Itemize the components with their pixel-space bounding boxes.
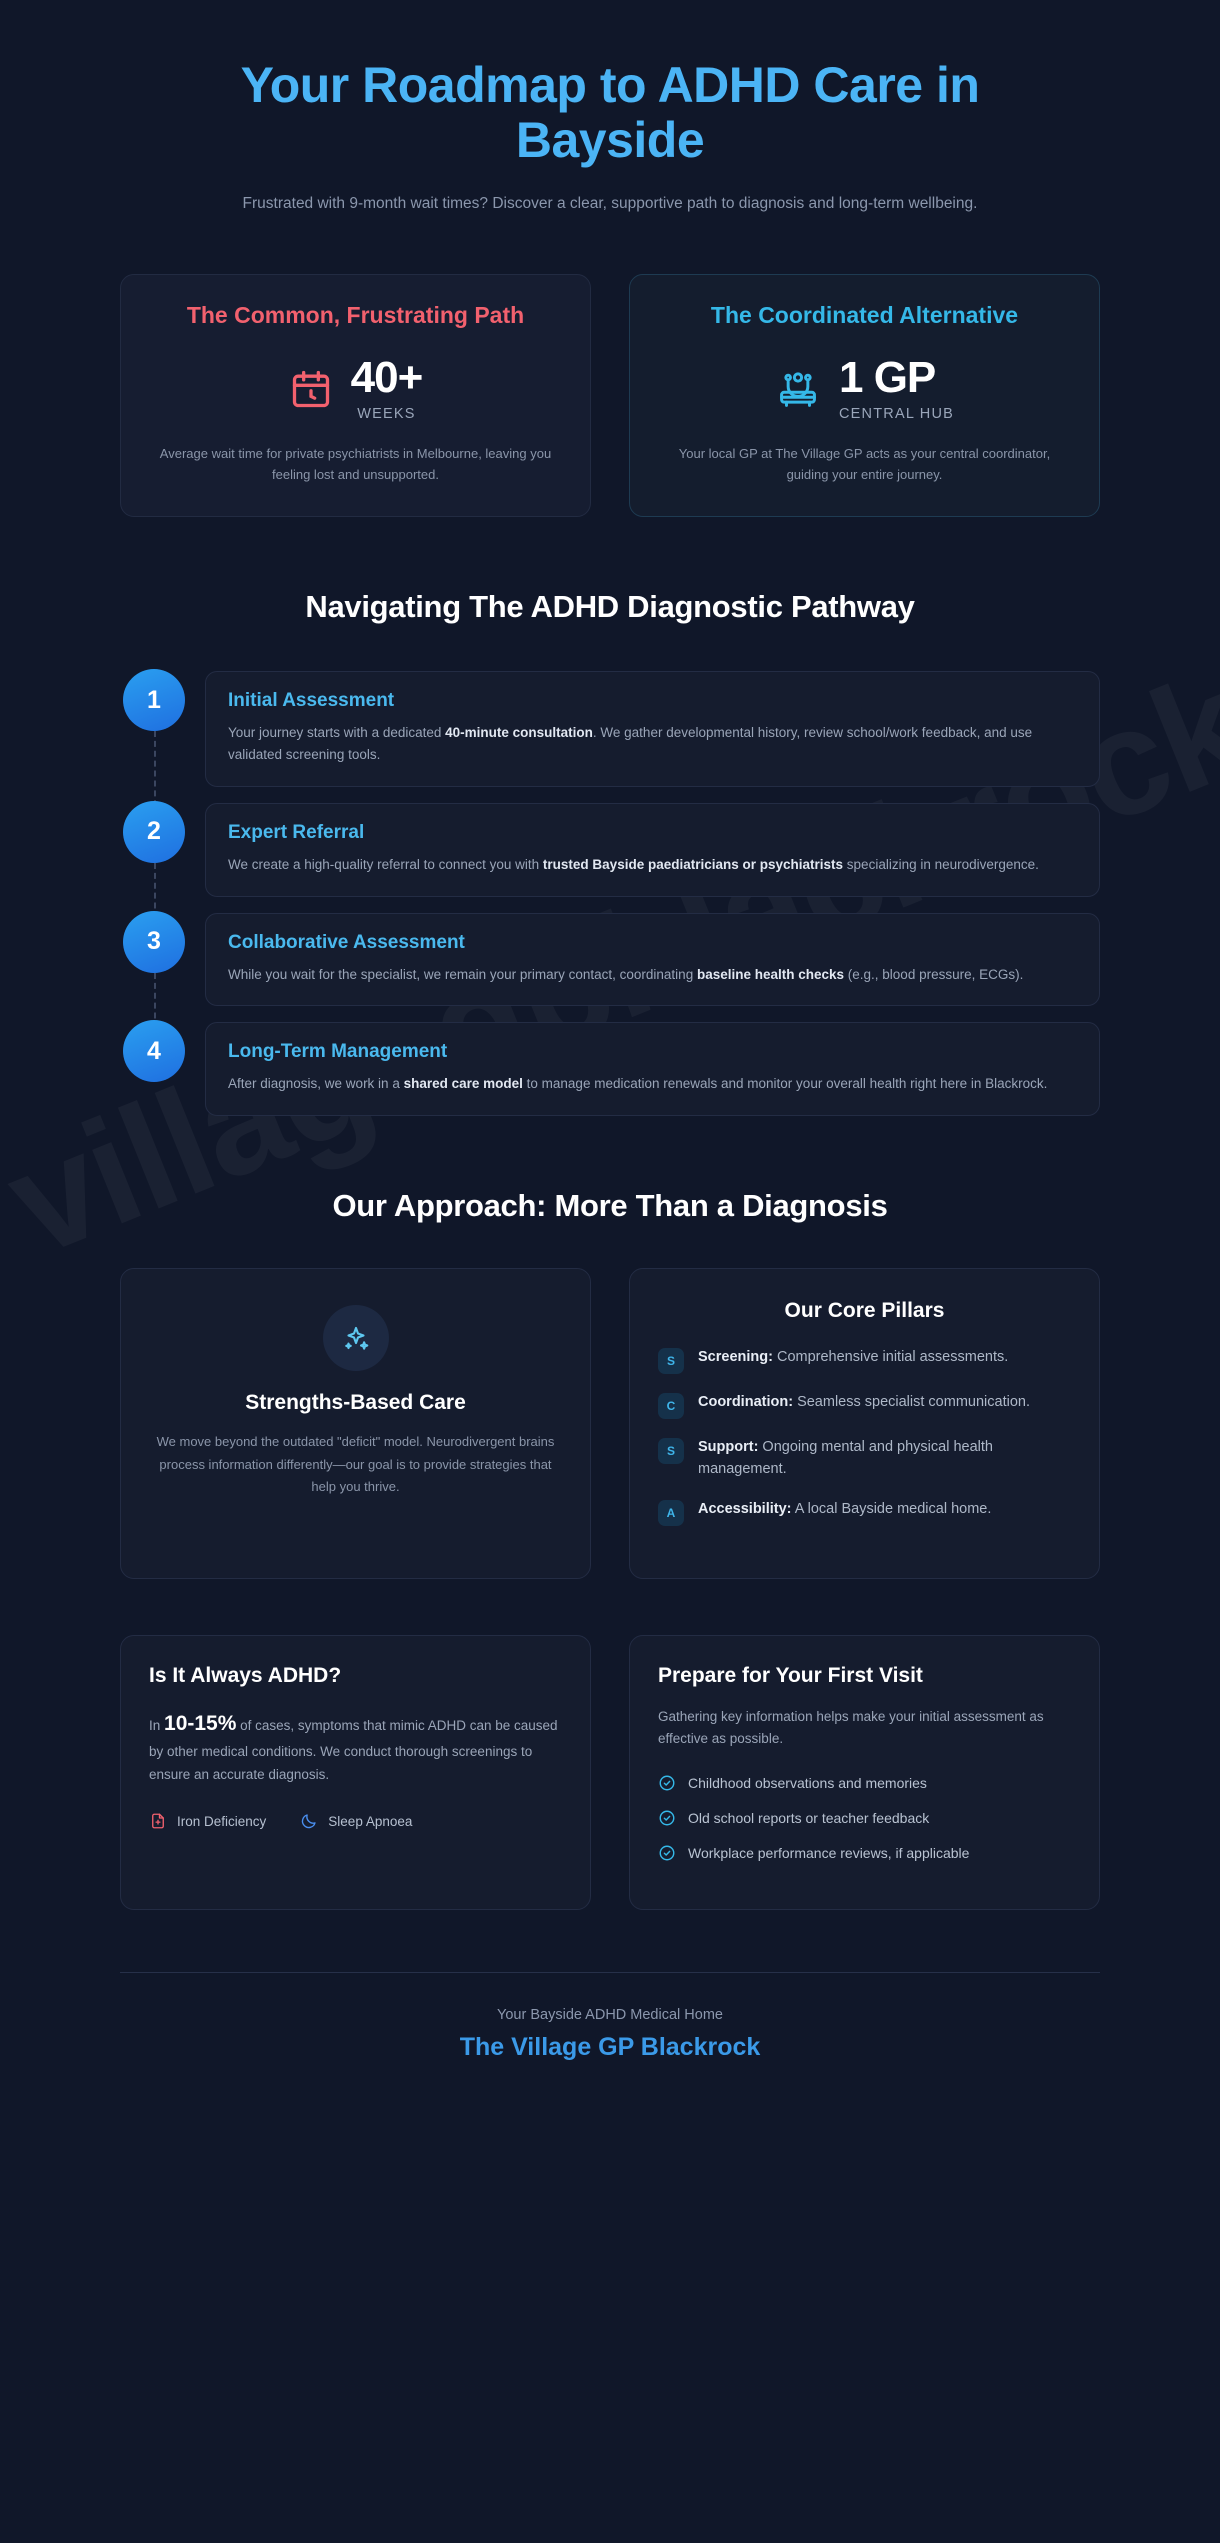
- pillar-text: Coordination: Seamless specialist communication.: [698, 1394, 1030, 1411]
- frustrating-path-description: Average wait time for private psychiatrists in Melbourne, leaving you feeling lost and unsupported.: [159, 446, 552, 483]
- checklist-label: Old school reports or teacher feedback: [688, 1809, 930, 1826]
- step-heading: Initial Assessment: [228, 690, 395, 712]
- step-body: After diagnosis, we work in a shared care model to manage medication renewals and monitor your overall health right here in Blackrock.: [228, 1076, 1048, 1092]
- prepare-heading: Prepare for Your First Visit: [658, 1663, 923, 1687]
- step-number-badge: 4: [123, 1020, 185, 1082]
- pillar-item: [658, 1499, 1071, 1526]
- checklist-item: [658, 1809, 1071, 1827]
- page-subtitle: Frustrated with 9-month wait times? Discover a clear, supportive path to diagnosis and long-term wellbeing.: [242, 195, 978, 212]
- pillar-text: Support: Ongoing mental and physical health management.: [698, 1439, 993, 1478]
- checklist-label: Workplace performance reviews, if applicable: [688, 1844, 970, 1861]
- pillar-item: [658, 1347, 1071, 1374]
- checklist-item: [658, 1844, 1071, 1862]
- pillar-text: Accessibility: A local Bayside medical home.: [698, 1500, 992, 1517]
- pillar-badge-icon: A: [658, 1500, 684, 1526]
- frustrating-path-stat: [149, 353, 562, 423]
- pathway-section-title: Navigating The ADHD Diagnostic Pathway: [305, 589, 915, 625]
- is-it-always-adhd-card: [120, 1635, 591, 1910]
- step-heading: Expert Referral: [228, 821, 365, 843]
- mimic-condition-label: Iron Deficiency: [177, 1813, 267, 1829]
- step-card: [205, 803, 1100, 897]
- moon-icon: [300, 1812, 318, 1830]
- stethoscope-hub-icon: [775, 367, 821, 411]
- approach-cards: [120, 1268, 1100, 1579]
- step-heading: Long-Term Management: [228, 1041, 448, 1063]
- file-medical-icon: [149, 1812, 167, 1830]
- step-body: We create a high-quality referral to connect you with trusted Bayside paediatricians or psychiatrists specializing in neurodivergence.: [228, 856, 1039, 872]
- coordinated-alternative-description: Your local GP at The Village GP acts as your central coordinator, guiding your entire journey.: [678, 446, 1051, 483]
- coordinated-alternative-stat: [658, 353, 1071, 423]
- strengths-body: We move beyond the outdated "deficit" model. Neurodivergent brains process information differently—our goal is to provide strategies that help you thrive.: [156, 1434, 555, 1495]
- hero-section: [120, 0, 1100, 216]
- checklist-item: [658, 1774, 1071, 1792]
- bottom-cards: [120, 1635, 1100, 1910]
- core-pillars-card: [629, 1268, 1100, 1579]
- mimic-condition-item: [300, 1812, 412, 1830]
- page-title: Your Roadmap to ADHD Care in Bayside: [240, 57, 980, 168]
- check-circle-icon: [658, 1809, 676, 1827]
- step-card: [205, 1022, 1100, 1116]
- step-card: [205, 913, 1100, 1007]
- step-heading: Collaborative Assessment: [228, 931, 465, 953]
- step-body: While you wait for the specialist, we remain your primary contact, coordinating baseline health checks (e.g., blood pressure, ECGs).: [228, 966, 1024, 982]
- check-circle-icon: [658, 1844, 676, 1862]
- mimic-heading: Is It Always ADHD?: [149, 1663, 342, 1687]
- step-body: Your journey starts with a dedicated 40-minute consultation. We gather developmental history, review school/work feedback, and use validated screening tools.: [228, 725, 1033, 762]
- frustrating-path-unit: WEEKS: [357, 406, 416, 423]
- frustrating-path-title: The Common, Frustrating Path: [186, 302, 525, 329]
- pillar-badge-icon: C: [658, 1393, 684, 1419]
- footer-tagline: Your Bayside ADHD Medical Home: [497, 2006, 723, 2023]
- coordinated-alternative-value: 1 GP: [839, 353, 936, 403]
- checklist-label: Childhood observations and memories: [688, 1774, 927, 1791]
- check-circle-icon: [658, 1774, 676, 1792]
- strengths-heading: Strengths-Based Care: [245, 1391, 466, 1415]
- strengths-based-care-card: [120, 1268, 591, 1579]
- prepare-first-visit-card: [629, 1635, 1100, 1910]
- pathway-step: [120, 801, 1100, 897]
- coordinated-alternative-title: The Coordinated Alternative: [710, 302, 1019, 329]
- frustrating-path-value: 40+: [350, 353, 423, 403]
- frustrating-path-card: [120, 274, 591, 517]
- core-pillars-heading: Our Core Pillars: [784, 1299, 945, 1323]
- pillar-item: [658, 1392, 1071, 1419]
- step-number-badge: 2: [123, 801, 185, 863]
- pillar-badge-icon: S: [658, 1348, 684, 1374]
- pillar-badge-icon: S: [658, 1438, 684, 1464]
- step-number-badge: 1: [123, 669, 185, 731]
- mimic-body: In 10-15% of cases, symptoms that mimic ADHD can be caused by other medical conditions. We conduct thorough screenings to ensure an accurate diagnosis.: [149, 1711, 558, 1782]
- footer: [120, 1972, 1100, 2108]
- pillar-text: Screening: Comprehensive initial assessments.: [698, 1349, 1009, 1366]
- mimic-condition-item: [149, 1812, 266, 1830]
- prepare-lead: Gathering key information helps make your initial assessment as effective as possible.: [658, 1708, 1044, 1746]
- pillar-item: [658, 1437, 1071, 1481]
- coordinated-alternative-unit: CENTRAL HUB: [839, 406, 954, 423]
- step-number-badge: 3: [123, 911, 185, 973]
- pathway-timeline: [120, 669, 1100, 1116]
- pathway-step: [120, 669, 1100, 787]
- mimic-condition-label: Sleep Apnoea: [328, 1813, 413, 1829]
- calendar-clock-icon: [289, 367, 333, 411]
- approach-section-title: Our Approach: More Than a Diagnosis: [332, 1188, 888, 1224]
- pathway-step: [120, 1020, 1100, 1116]
- sparkles-icon: [323, 1305, 389, 1371]
- pathway-step: [120, 911, 1100, 1007]
- comparison-cards: [120, 274, 1100, 517]
- footer-brand: The Village GP Blackrock: [459, 2032, 761, 2061]
- coordinated-alternative-card: [629, 274, 1100, 517]
- step-card: [205, 671, 1100, 787]
